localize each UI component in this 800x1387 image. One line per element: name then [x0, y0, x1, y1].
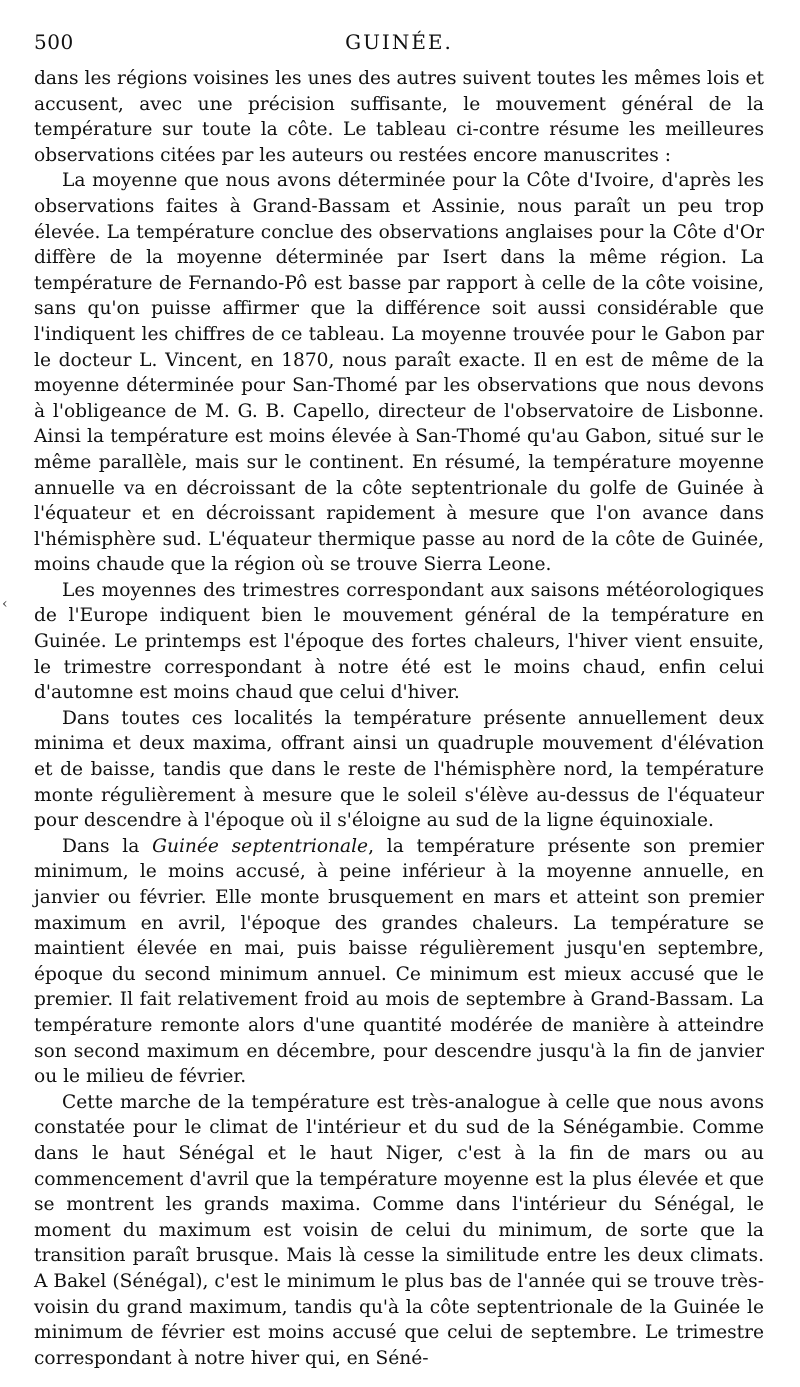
paragraph-continuation: dans les régions voisines les unes des autres suivent toutes les mêmes lois et accusent, avec une précision suffisante, le mouvement général de la température sur toute la côte. Le tableau ci-contre résume les meilleures observations citées par les auteurs ou restées encore manuscrites :: [34, 68, 764, 166]
running-title: GUINÉE.: [345, 30, 453, 54]
page-header: [34, 30, 764, 60]
paragraph-text-before: Dans la: [62, 835, 153, 857]
page-number: 500: [34, 30, 74, 54]
paragraph-text-after: , la température présente son premier minimum, le moins accusé, à peine inférieur à la moyenne annuelle, en janvier ou février. Elle monte brusquement en mars et atteint son premier maximum en avril, l'époque des grandes chaleurs. La température se maintient élevée en mai, puis baisse régulièrement jusqu'en septembre, époque du second minimum annuel. Ce minimum est mieux accusé que le premier. Il fait relativement froid au mois de septembre à Grand-Bassam. La température remonte alors d'une quantité modérée de manière à atteindre son second maximum en décembre, pour descendre jusqu'à la fin de janvier ou le milieu de février.: [34, 835, 764, 1088]
body-text: [34, 66, 764, 1371]
paragraph-senegambie: Cette marche de la température est très-analogue à celle que nous avons constatée pour le climat de l'intérieur et du sud de la Sénégambie. Comme dans le haut Sénégal et le haut Niger, c'est à la fin de mars ou au commencement d'avril que la température moyenne est la plus élevée et que se montrent les grands maxima. Comme dans l'intérieur du Sénégal, le moment du maximum est voisin de celui du minimum, de sorte que la transition paraît brusque. Mais là cesse la similitude entre les deux climats. A Bakel (Sénégal), c'est le minimum le plus bas de l'année qui se trouve très-voisin du grand maximum, tandis qu'à la côte septentrionale de la Guinée le minimum de février est moins accusé que celui de septembre. Le trimestre correspondant à notre hiver qui, en Séné-: [34, 1091, 764, 1369]
margin-mark: ‹: [2, 596, 8, 612]
paragraph-minima-maxima: Dans toutes ces localités la température présente annuellement deux minima et deux maxima, offrant ainsi un quadruple mouvement d'élévation et de baisse, tandis que dans le reste de l'hémisphère nord, la température monte régulièrement à mesure que le soleil s'élève au-dessus de l'équateur pour descendre à l'époque où il s'éloigne au sud de la ligne équinoxiale.: [34, 707, 764, 832]
paragraph-cote-ivoire: La moyenne que nous avons déterminée pour la Côte d'Ivoire, d'après les observations faites à Grand-Bassam et Assinie, nous paraît un peu trop élevée. La température conclue des observations anglaises pour la Côte d'Or diffère de la moyenne déterminée par Isert dans la même région. La température de Fernando-Pô est basse par rapport à celle de la côte voisine, sans qu'on puisse affirmer que la différence soit aussi considérable que l'indiquent les chiffres de ce tableau. La moyenne trouvée pour le Gabon par le docteur L. Vincent, en 1870, nous paraît exacte. Il en est de même de la moyenne déterminée pour San-Thomé par les observations que nous devons à l'obligeance de M. G. B. Capello, directeur de l'observatoire de Lisbonne. Ainsi la température est moins élevée à San-Thomé qu'au Gabon, situé sur le même parallèle, mais sur le continent. En résumé, la température moyenne annuelle va en décroissant de la côte septentrionale du golfe de Guinée à l'équateur et en décroissant rapidement à mesure que l'on avance dans l'hémisphère sud. L'équateur thermique passe au nord de la côte de Guinée, moins chaude que la région où se trouve Sierra Leone.: [34, 170, 764, 576]
italic-term: Guinée septentrionale: [152, 835, 369, 857]
paragraph-guinee-septentrionale: [34, 834, 764, 1090]
paragraph-trimestres: Les moyennes des trimestres correspondant aux saisons météorologiques de l'Europe indiquent bien le mouvement général de la température en Guinée. Le printemps est l'époque des fortes chaleurs, l'hiver vient ensuite, le trimestre correspondant à notre été est le moins chaud, enfin celui d'automne est moins chaud que celui d'hiver.: [34, 579, 764, 704]
